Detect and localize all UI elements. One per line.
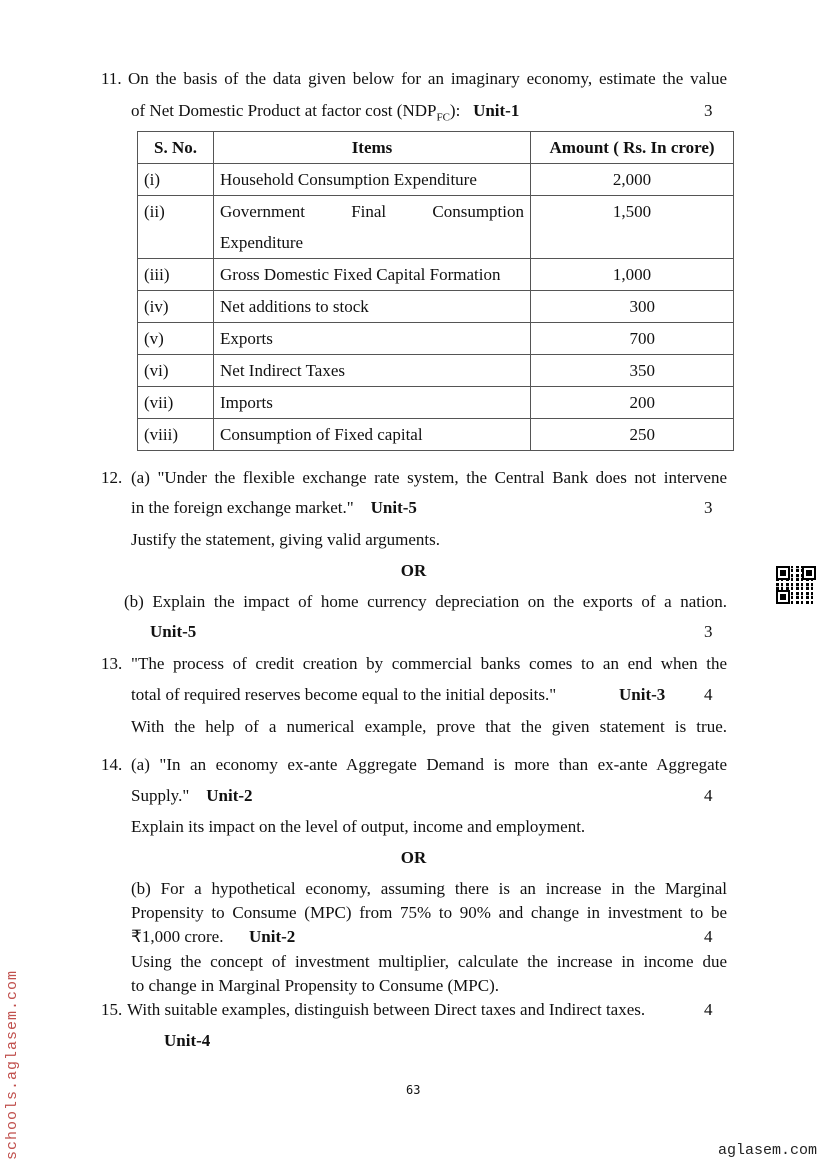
qr-finder	[802, 566, 816, 580]
q15-marks: 4	[704, 1000, 713, 1019]
q12a-text: in the foreign exchange market."	[131, 498, 354, 517]
q11-number: 11.	[101, 69, 122, 88]
q15-line1: With suitable examples, distinguish between Direct taxes and Indirect taxes.	[127, 1000, 646, 1019]
cell-item: Imports	[214, 387, 531, 419]
cell-item: Gross Domestic Fixed Capital Formation	[214, 259, 531, 291]
q12b-unit: Unit-5	[150, 622, 197, 641]
watermark-right: aglasem.com	[717, 1142, 817, 1159]
q13-number: 13.	[101, 654, 123, 673]
cell-item: Household Consumption Expenditure	[214, 164, 531, 196]
q15-number: 15.	[101, 1000, 123, 1019]
q12a-line3: Justify the statement, giving valid arguments.	[131, 530, 440, 549]
table-header-row	[138, 132, 734, 164]
q14a-unit: Unit-2	[206, 786, 253, 805]
q11-subscript: FC	[436, 111, 450, 124]
q14-number: 14.	[101, 755, 123, 774]
q14a-line2	[131, 785, 253, 807]
q14a-marks: 4	[704, 786, 713, 805]
table-row	[138, 196, 734, 259]
cell-item: Consumption of Fixed capital	[214, 419, 531, 451]
cell-sno: (iv)	[138, 291, 214, 323]
q12b-marks: 3	[704, 622, 713, 641]
q15-unit: Unit-4	[164, 1031, 211, 1050]
q12a-line1: (a) "Under the flexible exchange rate system, the Central Bank does not intervene	[131, 468, 727, 487]
cell-item: Exports	[214, 323, 531, 355]
q11-text-line1: On the basis of the data given below for an imaginary economy, estimate the value	[128, 69, 727, 88]
cell-item	[214, 196, 531, 259]
q13-line1: "The process of credit creation by commercial banks comes to an end when the	[131, 654, 727, 673]
q13-marks: 4	[704, 685, 713, 704]
table-row	[138, 291, 734, 323]
q11-unit: Unit-1	[473, 101, 520, 120]
q13-unit: Unit-3	[619, 685, 666, 704]
cell-sno: (iii)	[138, 259, 214, 291]
q12a-unit: Unit-5	[370, 498, 417, 517]
q11-data-table	[137, 131, 734, 451]
q14b-line5: to change in Marginal Propensity to Consume (MPC).	[131, 976, 499, 995]
cell-item: Net additions to stock	[214, 291, 531, 323]
cell-item: Net Indirect Taxes	[214, 355, 531, 387]
table-row	[138, 387, 734, 419]
q14b-line1: (b) For a hypothetical economy, assuming there is an increase in the Marginal	[131, 879, 727, 898]
cell-sno: (v)	[138, 323, 214, 355]
q14b-text: ₹1,000 crore.	[131, 927, 224, 946]
header-amount: Amount ( Rs. In crore)	[531, 132, 734, 164]
cell-sno: (vi)	[138, 355, 214, 387]
table-row	[138, 323, 734, 355]
q12-number: 12.	[101, 468, 123, 487]
q14b-line3	[131, 926, 295, 948]
table-row	[138, 419, 734, 451]
q14b-line2: Propensity to Consume (MPC) from 75% to 90% and change in investment to be	[131, 903, 727, 922]
cell-sno: (vii)	[138, 387, 214, 419]
table-row	[138, 259, 734, 291]
qr-finder	[776, 590, 790, 604]
q14b-marks: 4	[704, 927, 713, 946]
q12b-line1: (b) Explain the impact of home currency depreciation on the exports of a nation.	[124, 592, 727, 611]
q11-text: of Net Domestic Product at factor cost (NDP	[131, 101, 437, 120]
q12a-line2	[131, 497, 417, 519]
cell-amount: 200	[531, 387, 734, 419]
header-items: Items	[214, 132, 531, 164]
q14a-line3: Explain its impact on the level of output, income and employment.	[131, 817, 586, 836]
cell-amount: 250	[531, 419, 734, 451]
cell-amount: 350	[531, 355, 734, 387]
q14b-unit: Unit-2	[248, 927, 296, 946]
qr-finder	[776, 566, 790, 580]
q11-text-line2	[131, 100, 519, 122]
cell-item-line1: Government Final Consumption	[220, 202, 524, 221]
q13-line3: With the help of a numerical example, prove that the given statement is true.	[131, 717, 727, 736]
cell-sno: (ii)	[138, 196, 214, 259]
q13-line2: total of required reserves become equal to the initial deposits."	[131, 685, 557, 704]
q14-or: OR	[400, 848, 427, 867]
watermark-left: schools.aglasem.com	[4, 969, 21, 1160]
cell-sno: (i)	[138, 164, 214, 196]
q11-marks: 3	[704, 101, 713, 120]
q11-text-end: ):	[449, 101, 461, 120]
table-row	[138, 355, 734, 387]
cell-amount: 2,000	[531, 164, 734, 196]
cell-item-line2: Expenditure	[220, 233, 304, 252]
page-number: 63	[406, 1083, 421, 1097]
q12a-marks: 3	[704, 498, 713, 517]
table-row	[138, 164, 734, 196]
header-sno: S. No.	[138, 132, 214, 164]
q12-or: OR	[400, 561, 427, 580]
cell-amount: 1,000	[531, 259, 734, 291]
cell-amount: 1,500	[531, 196, 734, 259]
q14a-line1: (a) "In an economy ex-ante Aggregate Demand is more than ex-ante Aggregate	[131, 755, 727, 774]
cell-sno: (viii)	[138, 419, 214, 451]
cell-amount: 300	[531, 291, 734, 323]
cell-amount: 700	[531, 323, 734, 355]
qr-code	[776, 566, 816, 604]
q14a-text: Supply."	[131, 786, 190, 805]
q14b-line4: Using the concept of investment multiplier, calculate the increase in income due	[131, 952, 727, 971]
